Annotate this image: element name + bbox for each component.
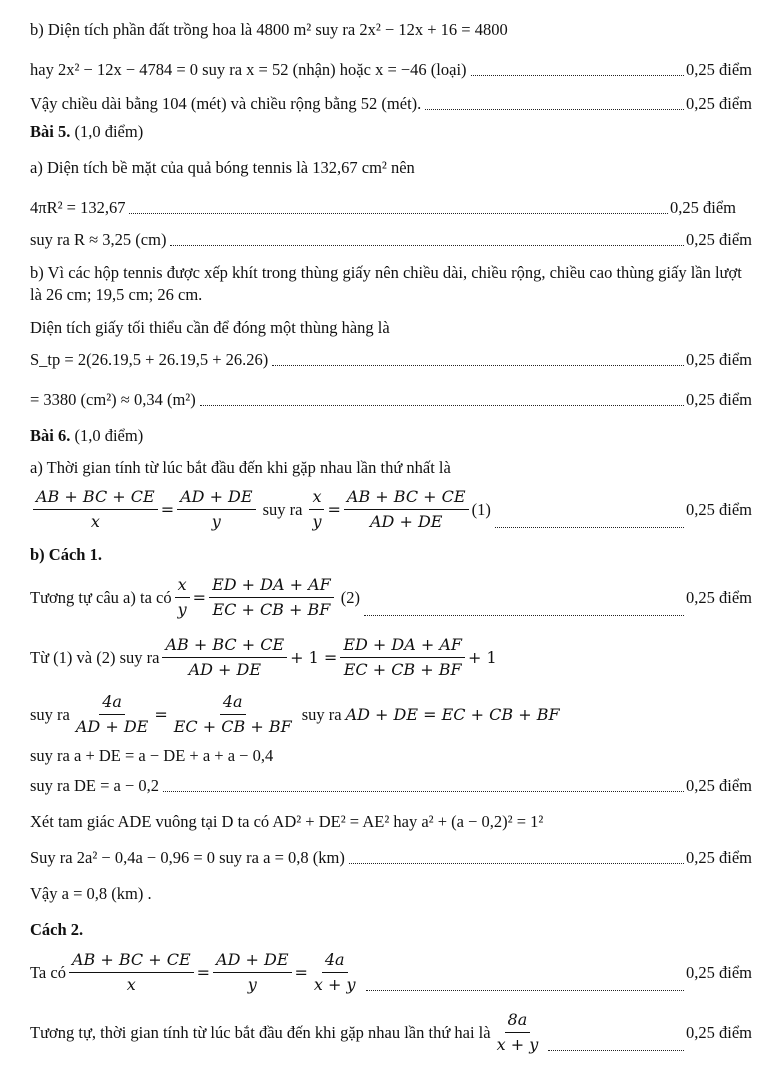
numerator: ED + DA + AF [340,635,465,658]
denominator: AD + DE [75,717,149,736]
fraction [311,950,359,995]
fraction [73,692,151,737]
numerator: x [175,575,190,598]
denominator: x [126,975,136,994]
numerator: 8a [505,1010,531,1033]
numerator: AD + DE [213,950,291,973]
section-points: (1,0 điểm) [74,122,144,141]
denominator: x [90,512,100,531]
line-10 [30,350,752,370]
line-19 [30,746,752,766]
line-3 [30,94,752,114]
numerator: AB + BC + CE [33,487,158,510]
section-title: Bài 6. [30,426,71,445]
numerator: x [309,487,324,510]
fraction [177,487,255,532]
line-11-text: = 3380 (cm²) ≈ 0,34 (m²) [30,390,196,409]
line-14 [30,487,752,532]
plus-one-equals: + 1 = [290,647,338,667]
line-25 [30,950,752,995]
line-23 [30,884,752,904]
denominator: AD + DE [370,512,443,531]
line-23-text: Vậy a = 0,8 (km) . [30,884,152,903]
fraction [213,950,291,995]
score-label: 0,25 điểm [686,776,752,795]
dot-leader [129,201,668,214]
line-25-prefix: Ta có [30,962,66,982]
line-18-prefix: suy ra [30,704,70,724]
line-15-text: b) Cách 1. [30,545,102,564]
line-24-text: Cách 2. [30,920,84,939]
line-17-prefix: Từ (1) và (2) suy ra [30,647,160,667]
numerator: 4a [99,692,125,715]
line-22 [30,848,752,868]
score-label: 0,25 điểm [686,390,752,409]
dot-leader [163,779,684,792]
numerator: AB + BC + CE [162,635,287,658]
line-8-text: b) Vì các hộp tennis được xếp khít trong thùng giấy nên chiều dài, chiều rộng, chiều cao thùng giấy lần lượt là 26 cm; 19,5 cm; 26 cm. [30,263,742,304]
line-3-text: Vậy chiều dài bằng 104 (mét) và chiều rộng bằng 52 (mét). [30,94,422,113]
section-points: (1,0 điểm) [74,426,144,445]
denominator: EC + CB + BF [343,660,462,679]
equals: = [327,499,341,519]
line-1 [30,20,752,40]
denominator: EC + CB + BF [173,717,292,736]
connector-text: suy ra [301,704,342,724]
line-1-text: b) Diện tích phần đất trồng hoa là 4800 m² suy ra 2x² − 12x + 16 = 4800 [30,20,508,39]
equation-tag: (2) [340,587,361,607]
fraction [340,635,465,680]
score-label: 0,25 điểm [686,499,752,519]
line-6 [30,198,752,218]
score-label: 0,25 điểm [686,962,752,982]
denominator: y [177,600,187,619]
equals: = [160,499,175,519]
denominator: x + y [313,975,356,994]
line-5 [30,158,752,178]
dot-leader [170,233,684,246]
numerator: AB + BC + CE [69,950,194,973]
denominator: EC + CB + BF [212,600,331,619]
dot-leader [200,393,684,406]
fraction [162,635,287,680]
score-label: 0,25 điểm [686,230,752,249]
equals: = [196,962,211,982]
line-17 [30,635,752,680]
equals: = [294,962,308,982]
score-label: 0,25 điểm [686,1022,752,1042]
line-22-text: Suy ra 2a² − 0,4a − 0,96 = 0 suy ra a = 0,8 (km) [30,848,345,867]
line-2 [30,60,752,80]
fraction [33,487,158,532]
line-26-prefix: Tương tự, thời gian tính từ lúc bắt đầu đến khi gặp nhau lần thứ hai là [30,1022,491,1042]
score-label: 0,25 điểm [670,198,736,217]
score-label: 0,25 điểm [686,587,752,607]
line-9-text: Diện tích giấy tối thiểu cần để đóng một thùng hàng là [30,318,390,337]
line-19-text: suy ra a + DE = a − DE + a + a − 0,4 [30,746,274,765]
fraction [209,575,334,620]
section-heading-bai-5 [30,122,752,142]
fraction [171,692,295,737]
fraction [344,487,469,532]
line-18-tail: AD + DE = EC + CB + BF [345,704,560,724]
denominator: y [312,512,322,531]
plus-one: + 1 [468,647,497,667]
line-6-text: 4πR² = 132,67 [30,198,126,217]
dot-leader [349,851,684,864]
line-13 [30,458,752,478]
fraction [175,575,190,620]
equals: = [192,587,207,607]
line-8 [30,262,752,306]
fraction [494,1010,542,1055]
line-13-text: a) Thời gian tính từ lúc bắt đầu đến khi gặp nhau lần thứ nhất là [30,458,451,477]
denominator: x + y [496,1035,539,1054]
score-label: 0,25 điểm [686,350,752,369]
line-20 [30,776,752,796]
dot-leader [366,978,684,991]
line-7-text: suy ra R ≈ 3,25 (cm) [30,230,167,249]
dot-leader [471,63,684,76]
line-16 [30,575,752,620]
equals: = [154,704,168,724]
numerator: 4a [322,950,348,973]
score-label: 0,25 điểm [686,94,752,113]
dot-leader [548,1038,684,1051]
numerator: 4a [220,692,246,715]
line-21 [30,812,752,832]
numerator: AB + BC + CE [344,487,469,510]
dot-leader [364,603,684,616]
section-heading-bai-6 [30,426,752,446]
dot-leader [495,515,684,528]
line-2-text: hay 2x² − 12x − 4784 = 0 suy ra x = 52 (nhận) hoặc x = −46 (loại) [30,60,467,79]
numerator: AD + DE [177,487,255,510]
denominator: AD + DE [188,660,262,679]
line-11 [30,390,752,410]
line-16-prefix: Tương tự câu a) ta có [30,587,172,607]
fraction [309,487,324,532]
connector-text: suy ra [262,499,303,519]
line-26 [30,1010,752,1055]
score-label: 0,25 điểm [686,60,752,79]
line-10-text: S_tp = 2(26.19,5 + 26.19,5 + 26.26) [30,350,269,369]
line-18 [30,692,752,737]
line-7 [30,230,752,250]
denominator: y [211,512,221,531]
equation-tag: (1) [471,499,491,519]
line-24 [30,920,752,940]
section-title: Bài 5. [30,122,71,141]
score-label: 0,25 điểm [686,848,752,867]
line-5-text: a) Diện tích bề mặt của quả bóng tennis là 132,67 cm² nên [30,158,415,177]
line-15 [30,545,752,565]
line-9 [30,318,752,338]
dot-leader [272,353,684,366]
dot-leader [425,97,684,110]
fraction [69,950,194,995]
numerator: ED + DA + AF [209,575,334,598]
line-20-text: suy ra DE = a − 0,2 [30,776,160,795]
line-21-text: Xét tam giác ADE vuông tại D ta có AD² + DE² = AE² hay a² + (a − 0,2)² = 1² [30,812,544,831]
denominator: y [247,975,257,994]
